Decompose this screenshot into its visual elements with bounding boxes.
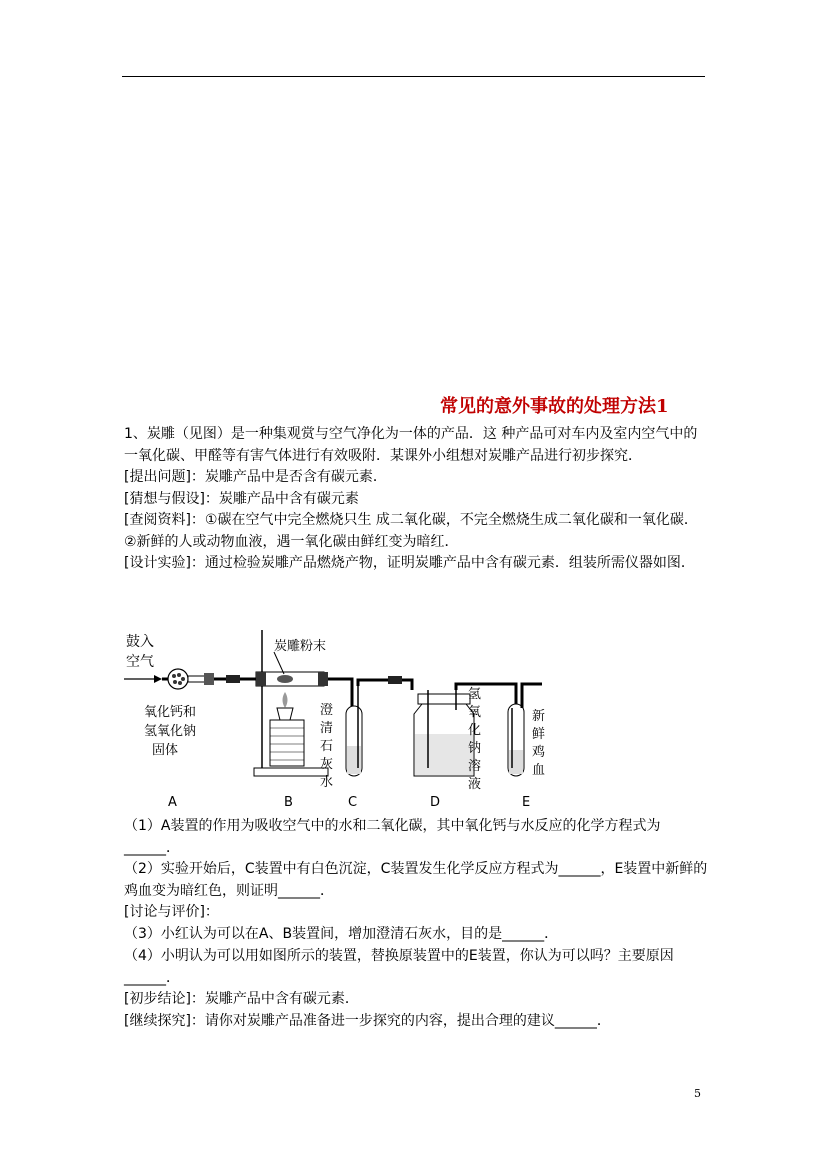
block	[270, 720, 304, 766]
question-4: （4）小明认为可以用如图所示的装置，替换原装置中的E装置，你认为可以吗？主要原因______．	[124, 948, 674, 986]
label-c: 澄清石灰水	[320, 703, 334, 790]
limewater	[347, 746, 361, 774]
carbon-powder	[277, 675, 293, 683]
question-2: （2）实验开始后，C装置中有白色沉淀，C装置发生化学反应方程式为______，E装置中新鲜的鸡血变为暗红色，则证明______．	[124, 861, 708, 899]
header-rule	[122, 76, 705, 77]
section-further-study: [继续探究]：请你对炭雕产品准备进一步探究的内容，提出合理的建议______．	[124, 1013, 611, 1029]
question-1: （1）A装置的作用为吸收空气中的水和二氧化碳，其中氧化钙与水反应的化学方程式为______．	[124, 818, 661, 856]
intro-paragraph: [设计实验]：通过检验炭雕产品燃烧产物，证明炭雕产品中含有碳元素．组装所需仪器如图．	[124, 555, 695, 571]
stand-base	[254, 768, 328, 776]
rubber-joint	[226, 675, 240, 683]
section-conclusion: [初步结论]：炭雕产品中含有碳元素．	[124, 991, 359, 1007]
chicken-blood	[509, 750, 523, 774]
connecting-tube	[358, 680, 412, 690]
intro-paragraph: [提出问题]：炭雕产品中是否含有碳元素．	[124, 469, 387, 485]
label-letter-e: E	[522, 795, 531, 810]
question-3: （3）小红认为可以在A、B装置间，增加澄清石灰水，目的是______．	[124, 926, 559, 942]
label-a: 固体	[152, 743, 179, 758]
page-number: 5	[694, 1087, 701, 1100]
label-letter-b: B	[284, 795, 293, 810]
label-letter-c: C	[348, 795, 358, 810]
label-letter-d: D	[430, 795, 441, 810]
apparatus-diagram	[122, 628, 562, 814]
outlet-tube	[522, 684, 542, 708]
arrow-head-icon	[154, 675, 162, 683]
inlet-label: 空气	[126, 654, 154, 670]
alcohol-lamp	[277, 708, 293, 720]
section-discussion: [讨论与评价]：	[124, 904, 219, 920]
label-letter-a: A	[168, 795, 177, 810]
label-d: 氢氧化钠溶液	[468, 687, 482, 792]
pointer-line	[274, 652, 284, 674]
intro-paragraph: 1、炭雕（见图）是一种集观赏与空气净化为一体的产品．这 种产品可对车内及室内空气中的一氧化碳、甲醛等有害气体进行有效吸附．某课外小组想对炭雕产品进行初步探究．	[124, 426, 698, 464]
stopper	[318, 672, 328, 686]
flame-icon	[283, 692, 288, 708]
label-e: 新鲜鸡血	[532, 709, 546, 778]
label-a: 氢氧化钠	[144, 724, 197, 739]
intro-text	[124, 424, 708, 575]
naoh-solution	[415, 734, 473, 775]
rubber-joint	[388, 676, 402, 684]
intro-paragraph: [猜想与假设]：炭雕产品中含有碳元素	[124, 490, 359, 507]
inlet-label: 鼓入	[126, 634, 154, 650]
stopper	[256, 672, 266, 686]
apparatus-figure	[122, 628, 562, 814]
page-title: 常见的意外事故的处理方法1	[440, 396, 669, 417]
stopper	[204, 673, 214, 685]
bottle-stopper	[418, 694, 470, 704]
label-powder: 炭雕粉末	[274, 639, 327, 654]
intro-paragraph: [查阅资料]：①碳在空气中完全燃烧只生 成二氧化碳，不完全燃烧生成二氧化碳和一氧化碳．	[124, 512, 698, 528]
intro-paragraph: ②新鲜的人或动物血液，遇一氧化碳由鲜红变为暗红．	[124, 533, 459, 550]
label-a: 氧化钙和	[144, 705, 197, 720]
